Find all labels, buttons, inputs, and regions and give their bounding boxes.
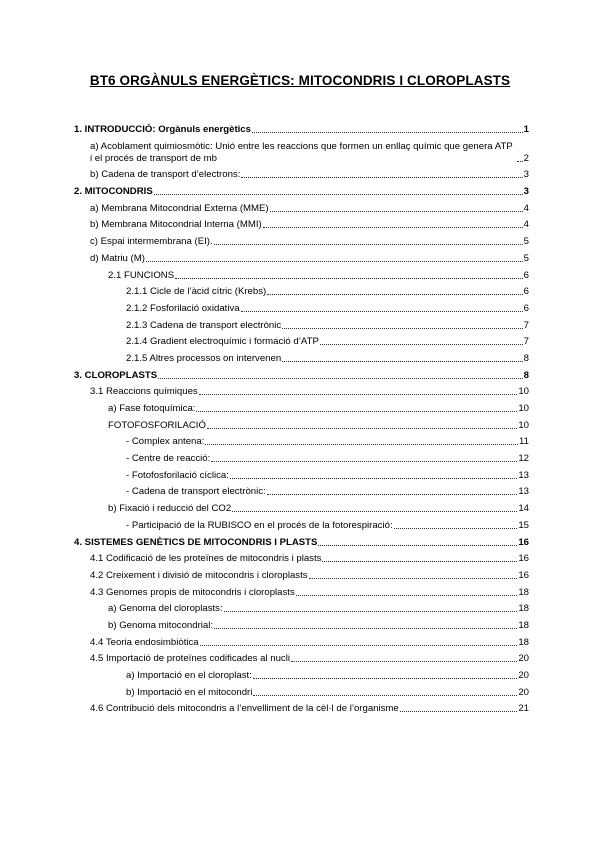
toc-leader-dots xyxy=(214,628,517,629)
toc-leader-dots xyxy=(205,444,518,445)
toc-entry-label: b) Fixació i reducció del CO2 xyxy=(108,503,232,515)
toc-entry-label: 2.1.2 Fosforilació oxidativa xyxy=(126,302,240,314)
toc-entry-label: - Centre de reacció: xyxy=(126,453,211,465)
toc-entry-label: b) Genoma mitocondrial: xyxy=(108,619,214,631)
toc-entry-page: 10 xyxy=(518,403,529,414)
toc-entry-page: 16 xyxy=(518,536,529,548)
toc-entry-label: 2. MITOCONDRIS xyxy=(74,186,153,198)
toc-entry-page: 11 xyxy=(519,436,529,448)
toc-leader-dots xyxy=(282,328,522,329)
toc-leader-dots xyxy=(200,645,518,646)
toc-entry-label: a) Fase fotoquímica: xyxy=(108,403,196,414)
toc-entry-page: 5 xyxy=(523,252,529,264)
toc-entry-label: d) Matriu (M) xyxy=(90,252,145,264)
toc-entry-importacio-cloroplast[interactable] xyxy=(74,670,529,682)
toc-entry-label: 2.1.5 Altres processos on intervenen xyxy=(126,352,282,364)
toc-entry-label: 4.2 Creixement i divisió de mitocondris i cloroplasts xyxy=(90,569,308,581)
toc-entry-page: 3 xyxy=(523,169,529,181)
toc-leader-dots xyxy=(252,132,523,133)
toc-entry-page: 8 xyxy=(523,352,529,364)
toc-entry-label: 2.1.4 Gradient electroquímic i formació d’ATP xyxy=(126,336,319,348)
toc-entry-importacio-proteines[interactable] xyxy=(74,653,529,665)
toc-entry-page: 7 xyxy=(523,336,529,348)
toc-leader-dots xyxy=(211,461,517,462)
toc-entry-funcions[interactable] xyxy=(74,270,529,282)
toc-entry-genoma-cloroplasts[interactable] xyxy=(74,603,529,615)
toc-leader-dots xyxy=(175,278,523,279)
toc-entry-page: 7 xyxy=(523,319,529,331)
toc-entry-envelliment[interactable] xyxy=(74,703,529,715)
toc-entry-mmi[interactable] xyxy=(74,219,529,231)
toc-entry-reaccions-quimiques[interactable] xyxy=(74,386,529,398)
toc-entry-gradient-electroquimic[interactable] xyxy=(74,336,529,348)
toc-entry-page: 3 xyxy=(523,186,529,198)
toc-entry-mme[interactable] xyxy=(74,203,529,215)
toc-entry-page: 18 xyxy=(518,586,529,598)
toc-entry-label: a) Genoma del cloroplasts: xyxy=(108,603,223,615)
toc-entry-codificacio-proteines[interactable] xyxy=(74,553,529,565)
toc-entry-matriu[interactable] xyxy=(74,253,529,265)
toc-leader-dots xyxy=(241,311,523,312)
page-title: BT6 ORGÀNULS ENERGÈTICS: MITOCONDRIS I CLOROPLASTS xyxy=(89,73,511,88)
toc-leader-dots xyxy=(214,244,523,245)
toc-entry-page: 18 xyxy=(518,603,529,615)
toc-leader-dots xyxy=(320,344,523,345)
toc-leader-dots xyxy=(232,511,517,512)
toc-entry-label: 2.1 FUNCIONS xyxy=(108,269,175,281)
toc-leader-dots xyxy=(158,378,523,379)
toc-entry-label: - Fotofosforilació cíclica: xyxy=(126,469,229,481)
toc-entry-page: 20 xyxy=(518,653,529,665)
toc-entry-fotofosforilacio-ciclica[interactable] xyxy=(74,470,529,482)
toc-entry-label: 4.1 Codificació de les proteïnes de mitocondris i plasts xyxy=(90,553,322,565)
toc-entry-krebs[interactable] xyxy=(74,286,529,298)
toc-entry-label: - Complex antena: xyxy=(126,436,205,448)
toc-entry-label: b) Cadena de transport d’electrons: xyxy=(90,169,241,181)
toc-leader-dots xyxy=(224,611,518,612)
toc-entry-cadena-transport-electronic[interactable] xyxy=(74,320,529,332)
toc-leader-dots xyxy=(296,595,518,596)
toc-entry-fotofosforilacio[interactable] xyxy=(74,420,529,432)
toc-entry-introduccio[interactable] xyxy=(74,124,529,136)
toc-leader-dots xyxy=(241,177,522,178)
toc-entry-page: 13 xyxy=(518,486,529,498)
toc-entry-altres-processos[interactable] xyxy=(74,353,529,365)
toc-entry-fase-fotoquimica[interactable] xyxy=(74,403,529,415)
toc-leader-dots xyxy=(318,545,517,546)
toc-entry-page: 6 xyxy=(523,302,529,314)
toc-entry-page: 14 xyxy=(518,503,529,515)
toc-entry-label: 2.1.1 Cicle de l’àcid cítric (Krebs) xyxy=(126,286,267,298)
toc-leader-dots xyxy=(322,561,517,562)
toc-leader-dots xyxy=(282,361,522,362)
toc-leader-dots xyxy=(253,695,517,696)
toc-entry-label: b) Membrana Mitocondrial Interna (MMI) xyxy=(90,219,262,231)
toc-entry-page: 10 xyxy=(518,419,529,431)
toc-entry-label: a) Acoblament quimiosmòtic: Unió entre les reaccions que formen un enllaç químic que genera ATP i el procés de transport de mb xyxy=(90,140,513,164)
toc-entry-page: 20 xyxy=(518,670,529,681)
toc-entry-label: 1. INTRODUCCIÓ: Orgànuls energètics xyxy=(74,124,251,135)
toc-entry-page: 2 xyxy=(523,152,529,164)
toc-entry-cadena-electrons[interactable] xyxy=(74,169,529,181)
toc-entry-label: a) Membrana Mitocondrial Externa (MME) xyxy=(90,202,269,214)
toc-entry-mitocondris[interactable] xyxy=(74,186,529,198)
toc-entry-page: 21 xyxy=(518,703,529,715)
toc-entry-teoria-endosimbiotica[interactable] xyxy=(74,637,529,649)
toc-entry-espai-intermembrana[interactable] xyxy=(74,236,529,248)
toc-leader-dots xyxy=(207,428,517,429)
toc-entry-label: 4.5 Importació de proteïnes codificades al nucli xyxy=(90,653,290,665)
toc-leader-dots xyxy=(517,161,523,162)
toc-entry-genomes-propis[interactable] xyxy=(74,587,529,599)
toc-leader-dots xyxy=(263,227,523,228)
toc-leader-dots xyxy=(230,478,517,479)
toc-leader-dots xyxy=(146,261,523,262)
toc-entry-page: 5 xyxy=(523,236,529,248)
toc-entry-rubisco[interactable] xyxy=(74,520,529,532)
toc-leader-dots xyxy=(394,528,518,529)
toc-entry-fosforilacio-oxidativa[interactable] xyxy=(74,303,529,315)
toc-entry-page: 4 xyxy=(523,202,529,214)
toc-entry-importacio-mitocondri[interactable] xyxy=(74,687,529,699)
toc-entry-page: 16 xyxy=(518,553,529,565)
toc-entry-page: 8 xyxy=(523,369,529,381)
toc-entry-label: a) Importació en el cloroplast: xyxy=(126,670,252,681)
toc-entry-label: b) Importació en el mitocondri xyxy=(126,686,253,698)
toc-leader-dots xyxy=(400,711,518,712)
toc-entry-complex-antena[interactable] xyxy=(74,436,529,448)
toc-entry-page: 16 xyxy=(518,569,529,581)
toc-entry-page: 6 xyxy=(523,269,529,281)
toc-entry-sistemes-genetics[interactable] xyxy=(74,537,529,549)
toc-entry-page: 10 xyxy=(518,386,529,398)
toc-entry-creixement-divisio[interactable] xyxy=(74,570,529,582)
toc-leader-dots xyxy=(154,194,523,195)
toc-entry-fixacio-co2[interactable] xyxy=(74,503,529,515)
toc-entry-label: c) Espai intermembrana (EI). xyxy=(90,236,213,248)
toc-entry-page: 13 xyxy=(518,469,529,481)
toc-entry-acoblament[interactable] xyxy=(74,141,529,165)
toc-entry-label: 4.6 Contribució dels mitocondris a l’envelliment de la cèl·l de l’organisme xyxy=(90,703,399,715)
toc-entry-label: FOTOFOSFORILACIÓ xyxy=(108,419,206,431)
toc-entry-label: 4. SISTEMES GENÈTICS DE MITOCONDRIS I PLASTS xyxy=(74,536,318,548)
toc-leader-dots xyxy=(270,211,523,212)
toc-entry-label: 3.1 Reaccions químiques xyxy=(90,386,198,398)
toc-entry-label: 4.4 Teoria endosimbiòtica xyxy=(90,636,199,648)
toc-entry-page: 6 xyxy=(523,286,529,298)
toc-entry-page: 18 xyxy=(518,636,529,648)
toc-entry-page: 1 xyxy=(523,124,529,135)
toc-entry-label: - Cadena de transport electrònic: xyxy=(126,486,266,498)
toc-entry-page: 12 xyxy=(518,453,529,465)
toc-entry-cloroplasts[interactable] xyxy=(74,370,529,382)
toc-entry-genoma-mitocondrial[interactable] xyxy=(74,620,529,632)
toc-leader-dots xyxy=(196,411,517,412)
toc-entry-page: 4 xyxy=(523,219,529,231)
toc-entry-label: 3. CLOROPLASTS xyxy=(74,369,158,381)
toc-entry-page: 20 xyxy=(518,686,529,698)
toc-entry-centre-reaccio[interactable] xyxy=(74,453,529,465)
toc-leader-dots xyxy=(291,661,517,662)
toc-entry-label: - Participació de la RUBISCO en el procés de la fotorespiració: xyxy=(126,519,393,531)
toc-leader-dots xyxy=(267,294,522,295)
toc-leader-dots xyxy=(267,494,518,495)
table-of-contents xyxy=(74,124,529,720)
toc-leader-dots xyxy=(253,678,517,679)
toc-leader-dots xyxy=(199,394,518,395)
toc-entry-page: 15 xyxy=(518,519,529,531)
toc-leader-dots xyxy=(309,578,518,579)
toc-entry-label: 2.1.3 Cadena de transport electrònic xyxy=(126,319,282,331)
toc-entry-label: 4.3 Genomes propis de mitocondris i cloroplasts xyxy=(90,586,295,598)
toc-entry-cadena-transport-cloroplast[interactable] xyxy=(74,486,529,498)
toc-entry-page: 18 xyxy=(518,619,529,631)
